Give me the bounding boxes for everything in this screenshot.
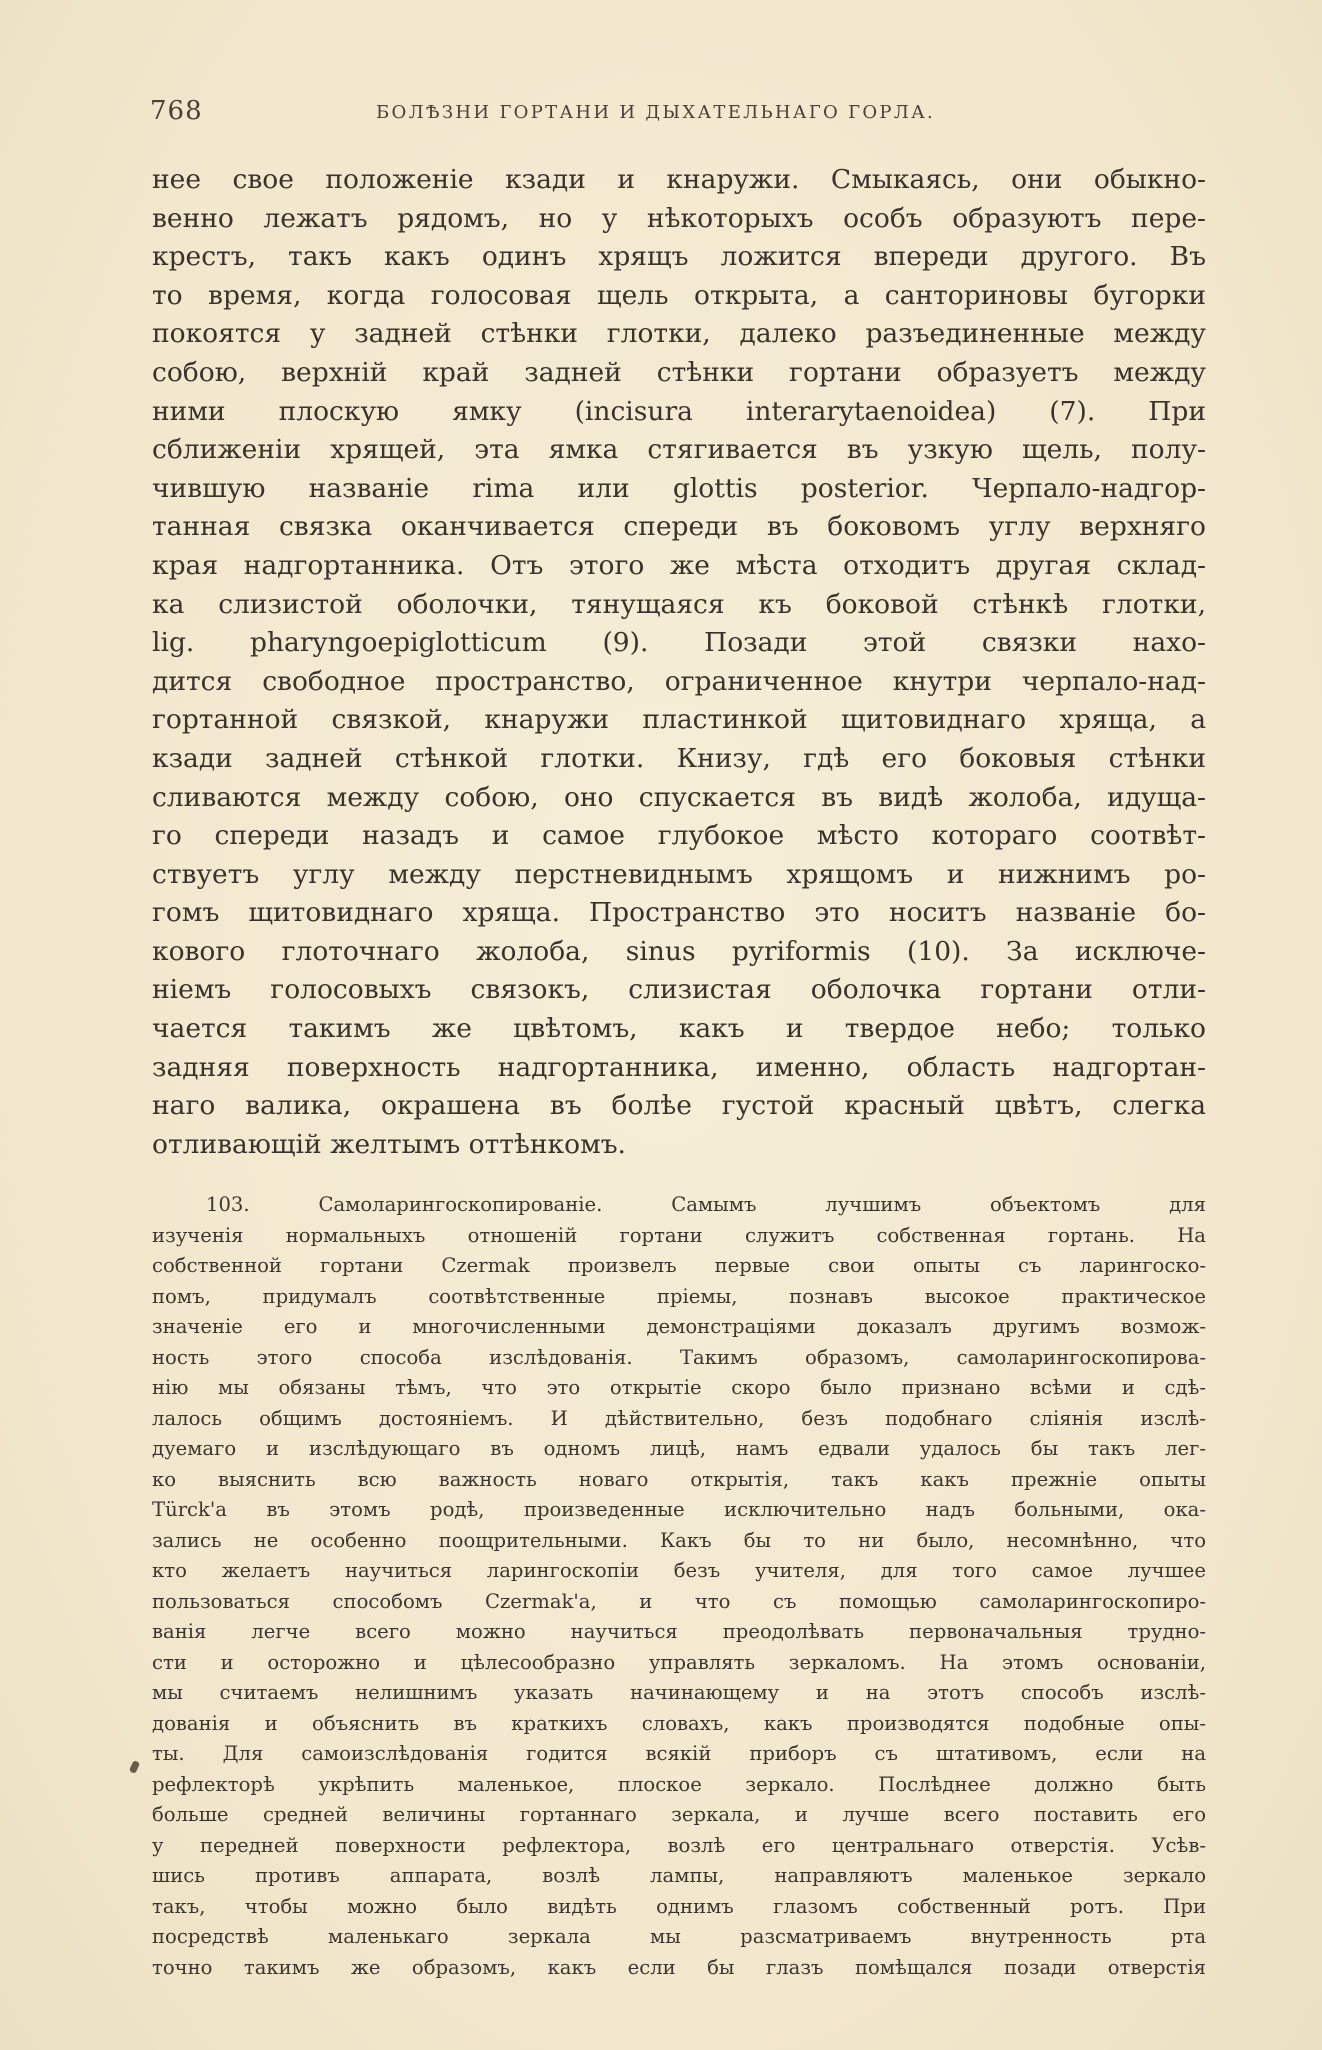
footnote-text-line: пользоваться способомъ Czermak'а, и что съ помощью самоларингоскопиро-	[152, 1589, 1206, 1613]
body-text-line: сближеніи хрящей, эта ямка стягивается въ узкую щель, полу-	[152, 434, 1206, 466]
footnote-text-line: шись противъ аппарата, возлѣ лампы, направляютъ маленькое зеркало	[152, 1864, 1206, 1887]
body-text-line: нее свое положеніе кзади и кнаружи. Смыкаясь, они обыкно-	[152, 164, 1206, 195]
footnote-text-line: сти и осторожно и цѣлесообразно управлять зеркаломъ. На этомъ основаніи,	[152, 1650, 1206, 1674]
footnote-text-line: кто желаетъ научиться ларингоскопіи безъ учителя, для того самое лучшее	[152, 1559, 1206, 1582]
footnote-text-line: точно такимъ же образомъ, какъ если бы глазъ помѣщался позади отверстія	[152, 1955, 1206, 1979]
body-text-line: ка слизистой оболочки, тянущаяся къ боковой стѣнкѣ глотки,	[152, 588, 1206, 620]
footnote-text-line: зались не особенно поощрительными. Какъ бы то ни было, несомнѣнно, что	[152, 1528, 1206, 1552]
body-text-line: то время, когда голосовая щель открыта, а санториновы бугорки	[152, 279, 1206, 311]
footnote-text-line: ко выяснить всю важность новаго открытія, такъ какъ прежніе опыты	[152, 1467, 1206, 1491]
body-text-line: чившую названіе rima или glottis posterior. Черпало-надгор-	[152, 472, 1206, 504]
footnote-text-line: посредствѣ маленькаго зеркала мы разсматриваемъ внутренность рта	[152, 1925, 1206, 1948]
footnote-text-line: дуемаго и изслѣдующаго въ одномъ лицѣ, намъ едвали удалось бы такъ лег-	[152, 1437, 1206, 1460]
body-text-line: дится свободное пространство, ограниченное кнутри черпало-над-	[152, 665, 1206, 697]
footnote-text-block	[152, 1190, 1206, 1983]
footnote-text-line: такъ, чтобы можно было видѣть однимъ глазомъ собственный ротъ. При	[152, 1894, 1206, 1918]
body-text-line: ніемъ голосовыхъ связокъ, слизистая оболочка гортани отли-	[152, 974, 1206, 1006]
page-number: 768	[150, 96, 203, 126]
main-text-block	[152, 161, 1206, 1164]
body-text-line: покоятся у задней стѣнки глотки, далеко разъединенные между	[152, 318, 1206, 350]
footnote-text-line: помъ, придумалъ соотвѣтственные пріемы, познавъ высокое практическое	[152, 1284, 1206, 1308]
footnote-text-line: лалось общимъ достояніемъ. И дѣйствительно, безъ подобнаго сліянія изслѣ-	[152, 1406, 1206, 1430]
footnote-text-line: больше средней величины гортаннаго зеркала, и лучше всего поставить его	[152, 1803, 1206, 1826]
footnote-text-line: рефлекторѣ укрѣпить маленькое, плоское зеркало. Послѣднее должно быть	[152, 1772, 1206, 1796]
body-text-line: наго валика, окрашена въ болѣе густой красный цвѣтъ, слегка	[152, 1090, 1206, 1122]
body-text-line: сливаются между собою, оно спускается въ видѣ жолоба, идуща-	[152, 781, 1206, 813]
footnote-text-line: Türck'а въ этомъ родѣ, произведенные исключительно надъ больными, ока-	[152, 1498, 1206, 1521]
body-text-line: чается такимъ же цвѣтомъ, какъ и твердое небо; только	[152, 1013, 1206, 1045]
body-text-line: края надгортанника. Отъ этого же мѣста отходитъ другая склад-	[152, 549, 1206, 581]
footnote-text-line: собственной гортани Czermak произвелъ первые свои опыты съ ларингоско-	[152, 1254, 1206, 1277]
footnote-text-line: нію мы обязаны тѣмъ, что это открытіе скоро было признано всѣми и сдѣ-	[152, 1376, 1206, 1399]
footnote-text-line: ность этого способа изслѣдованія. Такимъ образомъ, самоларингоскопирова-	[152, 1345, 1206, 1369]
footnote-text-line: у передней поверхности рефлектора, возлѣ его центральнаго отверстія. Усѣв-	[152, 1833, 1206, 1857]
body-text-line: крестъ, такъ какъ одинъ хрящъ ложится впереди другого. Въ	[152, 241, 1206, 273]
footnote-text-line: изученія нормальныхъ отношеній гортани служитъ собственная гортань. На	[152, 1223, 1206, 1247]
body-text-line: отливающій желтымъ оттѣнкомъ.	[152, 1128, 626, 1160]
body-text-line: lig. pharyngoepiglotticum (9). Позади этой связки нахо-	[152, 627, 1206, 659]
footnote-text-line: значеніе его и многочисленными демонстраціями доказалъ другимъ возмож-	[152, 1315, 1206, 1338]
body-text-line: ствуетъ углу между перстневиднымъ хрящомъ и нижнимъ ро-	[152, 858, 1206, 890]
body-text-line: гомъ щитовиднаго хряща. Пространство это носитъ названіе бо-	[152, 897, 1206, 929]
footnote-text-line: ванія легче всего можно научиться преодолѣвать первоначальныя трудно-	[152, 1620, 1206, 1643]
page-header	[150, 96, 1204, 136]
body-text-line: кзади задней стѣнкой глотки. Книзу, гдѣ его боковыя стѣнки	[152, 742, 1206, 774]
body-text-line: венно лежатъ рядомъ, но у нѣкоторыхъ особъ образуютъ пере-	[152, 202, 1206, 234]
footnote-text-line: 103. Самоларингоскопированіе. Самымъ лучшимъ объектомъ для	[206, 1193, 1206, 1216]
body-text-line: гортанной связкой, кнаружи пластинкой щитовиднаго хряща, а	[152, 704, 1206, 736]
body-text-line: ними плоскую ямку (incisura interarytaenoidea) (7). При	[152, 395, 1206, 427]
footnote-text-line: мы считаемъ нелишнимъ указать начинающему и на этотъ способъ изслѣ-	[152, 1681, 1206, 1704]
margin-mark	[129, 1760, 140, 1774]
body-text-line: го спереди назадъ и самое глубокое мѣсто котораго соотвѣт-	[152, 820, 1206, 852]
body-text-line: собою, верхній край задней стѣнки гортани образуетъ между	[152, 356, 1206, 388]
body-text-line: задняя поверхность надгортанника, именно, область надгортан-	[152, 1051, 1206, 1083]
running-head: БОЛѢЗНИ ГОРТАНИ И ДЫХАТЕЛЬНАГО ГОРЛА.	[376, 102, 936, 123]
footnote-text-line: ты. Для самоизслѣдованія годится всякій приборъ съ штативомъ, если на	[152, 1742, 1206, 1765]
body-text-line: танная связка оканчивается спереди въ боковомъ углу верхняго	[152, 511, 1206, 543]
body-text-line: кового глоточнаго жолоба, sinus pyriformis (10). За исключе-	[152, 935, 1206, 967]
footnote-text-line: дованія и объяснить въ краткихъ словахъ, какъ производятся подобные опы-	[152, 1711, 1206, 1735]
